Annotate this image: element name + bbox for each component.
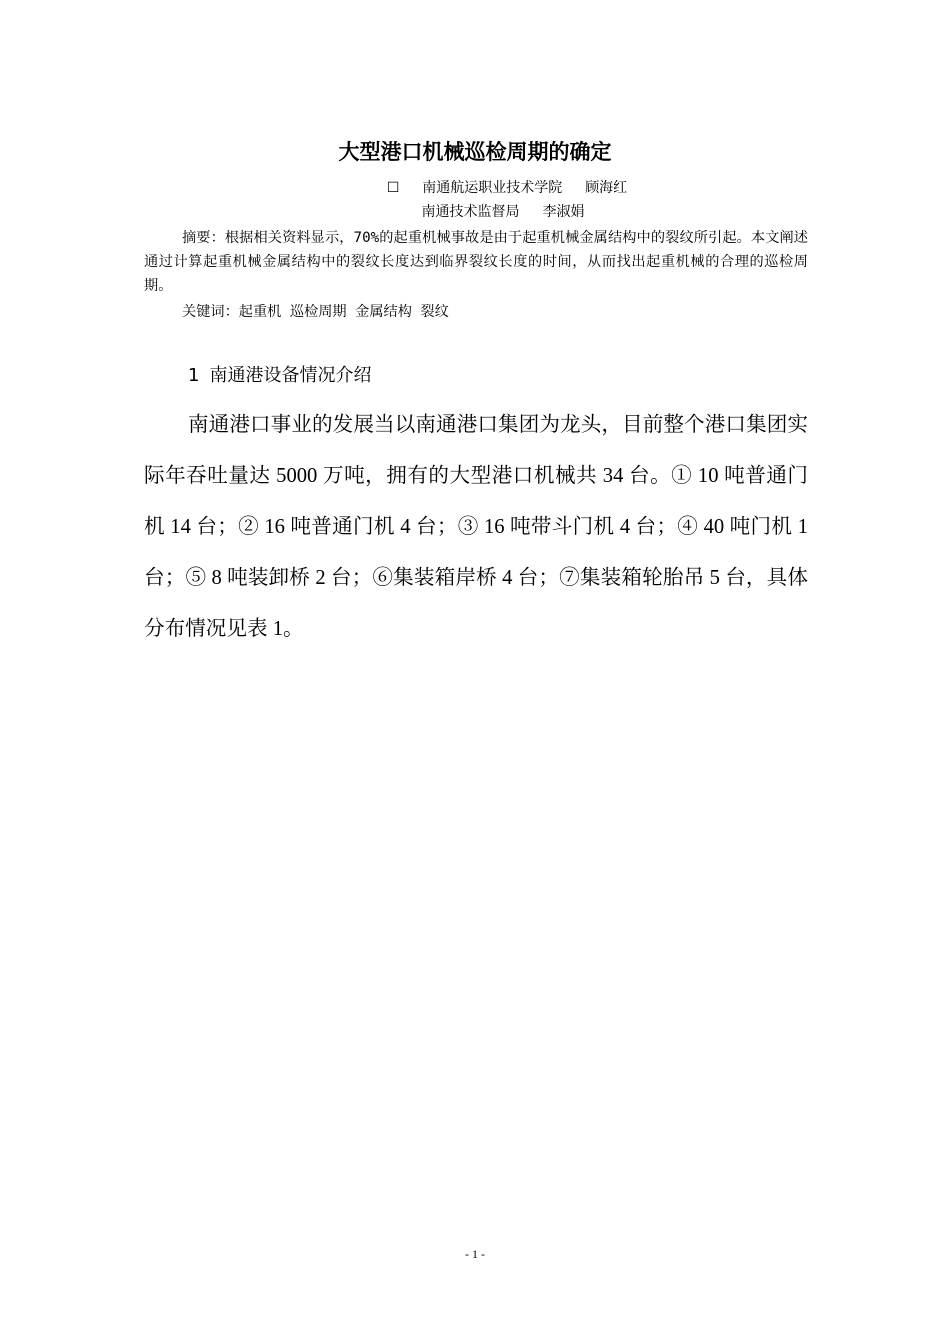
section-heading xyxy=(188,362,371,390)
keywords-label: 关键词： xyxy=(182,304,239,320)
abstract-label: 摘要： xyxy=(182,230,225,246)
page-number: - 1 - xyxy=(465,1247,485,1261)
author-line-2 xyxy=(0,201,950,223)
keywords xyxy=(144,300,808,324)
section-number: 1 xyxy=(188,365,200,386)
paper-title: 大型港口机械巡检周期的确定 xyxy=(338,140,612,164)
keywords-text: 起重机 巡检周期 金属结构 裂纹 xyxy=(238,304,449,320)
author-line-1 xyxy=(0,177,950,199)
author-name-2: 李淑娟 xyxy=(542,204,585,220)
author-affiliation-1: 南通航运职业技术学院 xyxy=(422,180,563,196)
section-title: 南通港设备情况介绍 xyxy=(209,365,372,386)
checkbox-marker-icon: ☐ xyxy=(386,180,400,196)
author-affiliation-2: 南通技术监督局 xyxy=(421,204,520,220)
abstract-text: 根据相关资料显示，70%的起重机械事故是由于起重机械金属结构中的裂纹所引起。本文阐述通过计算起重机械金属结构中的裂纹长度达到临界裂纹长度的时间，从而找出起重机械的合理的巡检周期。 xyxy=(144,230,808,294)
abstract xyxy=(144,226,808,298)
author-name-1: 顾海红 xyxy=(585,180,628,196)
body-paragraph: 南通港口事业的发展当以南通港口集团为龙头，目前整个港口集团实际年吞吐量达 5000 万吨，拥有的大型港口机械共 34 台。① 10 吨普通门机 14 台；② 16 吨普通门机 4 台；③ 16 吨带斗门机 4 台；④ 40 吨门机 1 台；⑤ 8 吨装卸桥 2 台；⑥集装箱岸桥 4 台；⑦集装箱轮胎吊 5 台，具体分布情况见表 1。 xyxy=(144,414,808,640)
